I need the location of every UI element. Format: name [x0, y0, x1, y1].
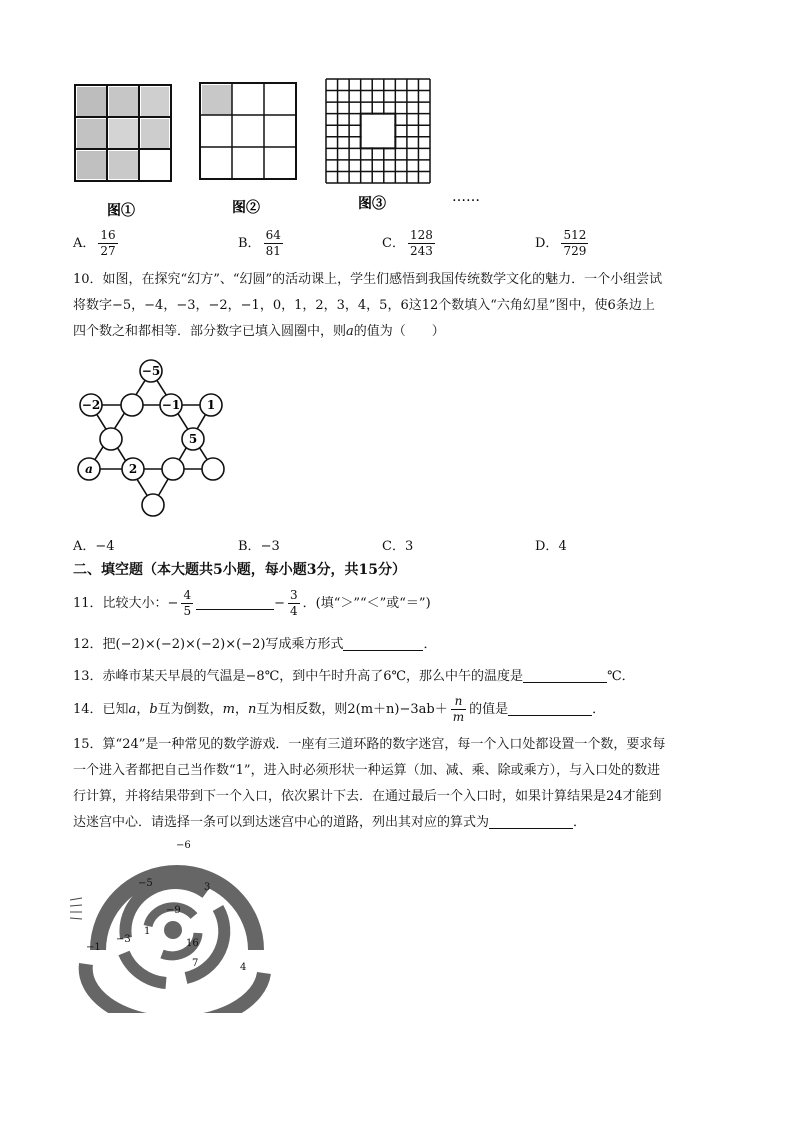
label-inner-bottom-left: 2 [128, 462, 138, 476]
q9-option-c[interactable]: C． $\frac{128}{243}$ [382, 228, 433, 258]
maze-label-6: 16 [186, 938, 199, 949]
q10-option-a[interactable]: A．−4 [73, 539, 115, 554]
q14: 14．已知a，b互为倒数，m，n互为相反数，则2(m＋n)−3ab＋ $\frac{n}{m}$ 的值是 ． [73, 694, 606, 724]
answer-blank[interactable] [489, 814, 573, 829]
figure-1-caption: 图① [107, 203, 135, 219]
maze-label-8: −1 [86, 942, 101, 953]
q15-line-3: 行计算，并将结果带到下一个入口，依次累计下去．在通过最后一个入口时，如果计算结果是24才能到 [73, 789, 662, 804]
maze-label-10: 4 [240, 962, 247, 973]
answer-blank[interactable] [343, 636, 423, 651]
q9-option-d[interactable]: D． $\frac{512}{729}$ [535, 228, 587, 258]
answer-blank[interactable] [196, 595, 274, 610]
maze-label-9: 7 [192, 958, 199, 969]
fraction: $\frac{128}{243}$ [409, 228, 433, 258]
section-heading: 二、填空题（本大题共5小题，每小题3分，共15分） [73, 562, 406, 578]
circle-bottom [142, 494, 164, 516]
label-inner-top-right: −1 [161, 398, 181, 412]
maze-figure [66, 838, 281, 1013]
maze-label-1: −6 [176, 840, 191, 851]
q10-option-b[interactable]: B．−3 [238, 539, 280, 554]
fraction: $\frac{512}{729}$ [563, 228, 587, 258]
maze-label-3: 3 [204, 882, 211, 893]
circle-inner-top-left [121, 394, 143, 416]
q15-line-4: 达迷宫中心．请选择一条可以到达迷宫中心的道路，列出其对应的算式为 ． [73, 815, 587, 830]
q9-figures [70, 75, 510, 225]
label-inner-right: 5 [188, 432, 198, 446]
figure-2-caption: 图② [232, 200, 260, 216]
figure-3-caption: 图③ [358, 196, 386, 212]
q15-line-1: 15．算“24”是一种常见的数学游戏．一座有三道环路的数字迷宫，每一个入口处都设置一个数，要求每 [73, 737, 666, 752]
circle-inner-bottom-right [162, 458, 184, 480]
circle-inner-left [100, 428, 122, 450]
label-left: −2 [81, 398, 101, 412]
q13: 13．赤峰市某天早晨的气温是−8℃，到中午时升高了6℃，那么中午的温度是 ℃． [73, 669, 635, 684]
q10-option-c[interactable]: C．3 [382, 539, 414, 554]
q10-line-2: 将数字−5，−4，−3，−2，−1，0，1，2，3，4，5，6这12个数填入“六角幻星”图中，使6条边上 [73, 298, 655, 313]
q9-option-b[interactable]: B． $\frac{64}{81}$ [238, 228, 281, 258]
fraction: $\frac{64}{81}$ [265, 228, 281, 258]
q15-line-2: 一个进入者都把自己当作数“1”，进入时必须形状一种运算（加、减、乘、除或乘方），与入口处的数进 [73, 763, 661, 778]
label-top: −5 [141, 364, 161, 378]
figure-2-grid [200, 83, 296, 179]
figure-3-center-hole [362, 115, 395, 148]
q12: 12．把(−2)×(−2)×(−2)×(−2)写成乘方形式 ． [73, 637, 437, 652]
hexagram-figure [75, 355, 235, 520]
maze-label-2: −5 [138, 878, 153, 889]
maze-label-7: −3 [116, 934, 131, 945]
circle-outer-right [202, 458, 224, 480]
q10-line-3: 四个数之和都相等．部分数字已填入圆圈中，则a的值为（ ） [73, 324, 445, 339]
q10-line-1: 10．如图，在探究“幻方”、“幻圆”的活动课上，学生们感悟到我国传统数学文化的魅力．一个小组尝试 [73, 272, 663, 287]
ellipsis: …… [452, 189, 480, 205]
figure-1-grid [75, 85, 171, 181]
label-right: 1 [206, 398, 216, 412]
fraction: $\frac{n}{m}$ [452, 694, 465, 724]
q10-option-d[interactable]: D．4 [535, 539, 567, 554]
q9-option-a[interactable]: A． $\frac{16}{27}$ [73, 228, 116, 258]
q11: 11．比较大小：− $\frac{4}{5}$ − $\frac{3}{4}$ ．(填“＞”“＜”或“＝”) [73, 588, 431, 618]
maze-label-4: −9 [166, 905, 181, 916]
answer-blank[interactable] [508, 701, 592, 716]
answer-blank[interactable] [523, 668, 607, 683]
figure-3-grid [326, 79, 430, 183]
fraction: $\frac{4}{5}$ [183, 588, 192, 618]
label-outer-left: a [85, 462, 93, 476]
maze-label-5: 1 [144, 926, 151, 937]
fraction: $\frac{16}{27}$ [100, 228, 116, 258]
fraction: $\frac{3}{4}$ [289, 588, 298, 618]
